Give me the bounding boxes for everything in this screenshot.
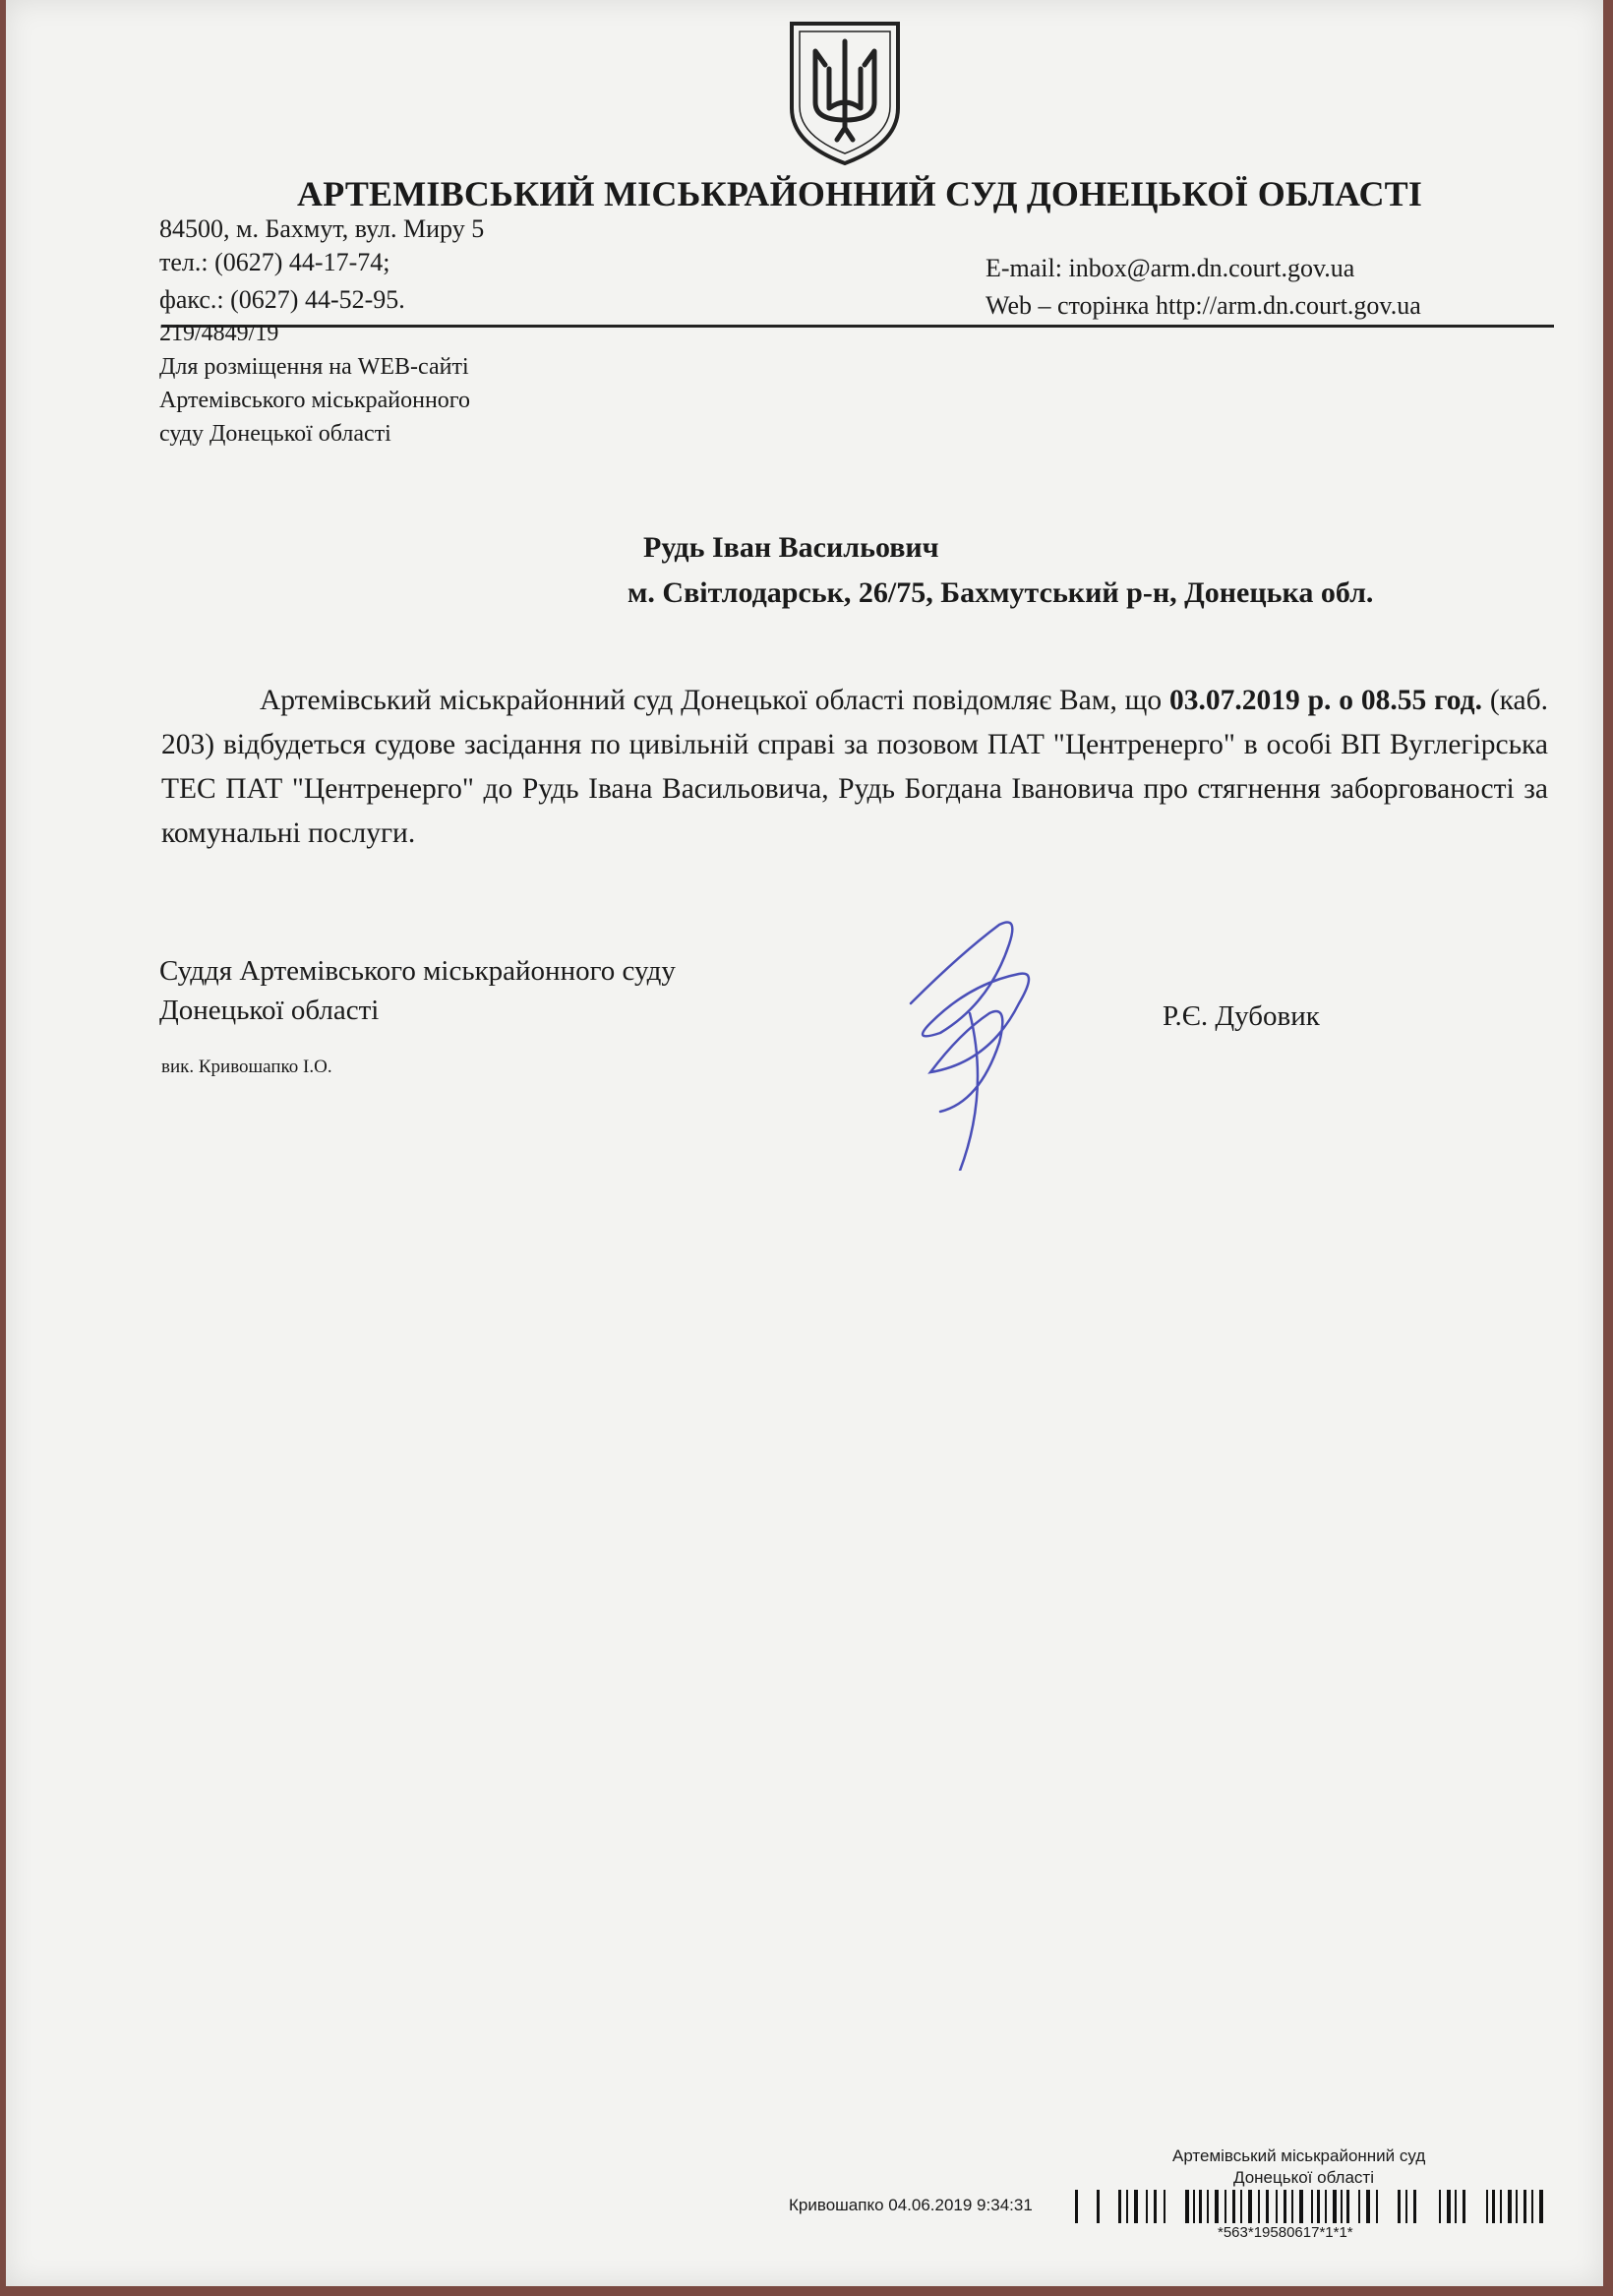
court-name-heading: АРТЕМІВСЬКИЙ МІСЬКРАЙОННИЙ СУД ДОНЕЦЬКОЇ ОБЛАСТІ xyxy=(297,174,1423,213)
barcode-text: *563*19580617*1*1* xyxy=(1218,2224,1353,2241)
trident-coat-of-arms-icon xyxy=(786,18,904,167)
court-website: Web – сторінка http://arm.dn.court.gov.ua xyxy=(986,291,1421,320)
court-phone: тел.: (0627) 44-17-74; xyxy=(159,248,390,276)
signature-title-line1: Суддя Артемівського міськрайонного суду xyxy=(159,955,676,987)
web-note-line1: Для розміщення на WEB-сайті xyxy=(159,354,469,380)
header-divider xyxy=(161,325,1554,328)
case-number: 219/4849/19 xyxy=(159,321,279,346)
notice-paragraph xyxy=(161,679,1548,856)
registration-stamp: Кривошапко 04.06.2019 9:34:31 xyxy=(789,2196,1033,2214)
judge-name: Р.Є. Дубовик xyxy=(1163,1000,1320,1032)
recipient-name: Рудь Іван Васильович xyxy=(643,531,939,564)
executor-note: вик. Кривошапко І.О. xyxy=(161,1057,332,1077)
document-page xyxy=(6,0,1603,2286)
court-email: E-mail: inbox@arm.dn.court.gov.ua xyxy=(986,254,1355,282)
notice-text-part1: Артемівський міськрайонний суд Донецької області повідомляє Вам, що xyxy=(260,685,1170,716)
notice-text-part2: (каб. 203) відбудеться судове засідання по цивільній справі за позовом ПАТ "Центренерго" в особі ВП Вуглегірська ТЕС ПАТ "Центренерго" до Рудь Івана Васильовича, Рудь Богдана Івановича про стягнення заборгованості за комунальні послуги. xyxy=(161,685,1549,849)
web-note-line3: суду Донецької області xyxy=(159,421,391,447)
hearing-datetime: 03.07.2019 р. о 08.55 год. xyxy=(1169,685,1482,716)
court-fax: факс.: (0627) 44-52-95. xyxy=(159,285,405,314)
stamp-org-line2: Донецької області xyxy=(1233,2168,1374,2187)
signature-title-line2: Донецької області xyxy=(159,995,380,1026)
court-address: 84500, м. Бахмут, вул. Миру 5 xyxy=(159,214,485,243)
barcode xyxy=(1075,2190,1547,2227)
recipient-address: м. Світлодарськ, 26/75, Бахмутський р-н, Донецька обл. xyxy=(627,576,1374,609)
handwritten-signature xyxy=(901,915,1048,1171)
stamp-org-line1: Артемівський міськрайонний суд xyxy=(1172,2146,1426,2165)
web-note-line2: Артемівського міськрайонного xyxy=(159,388,471,413)
